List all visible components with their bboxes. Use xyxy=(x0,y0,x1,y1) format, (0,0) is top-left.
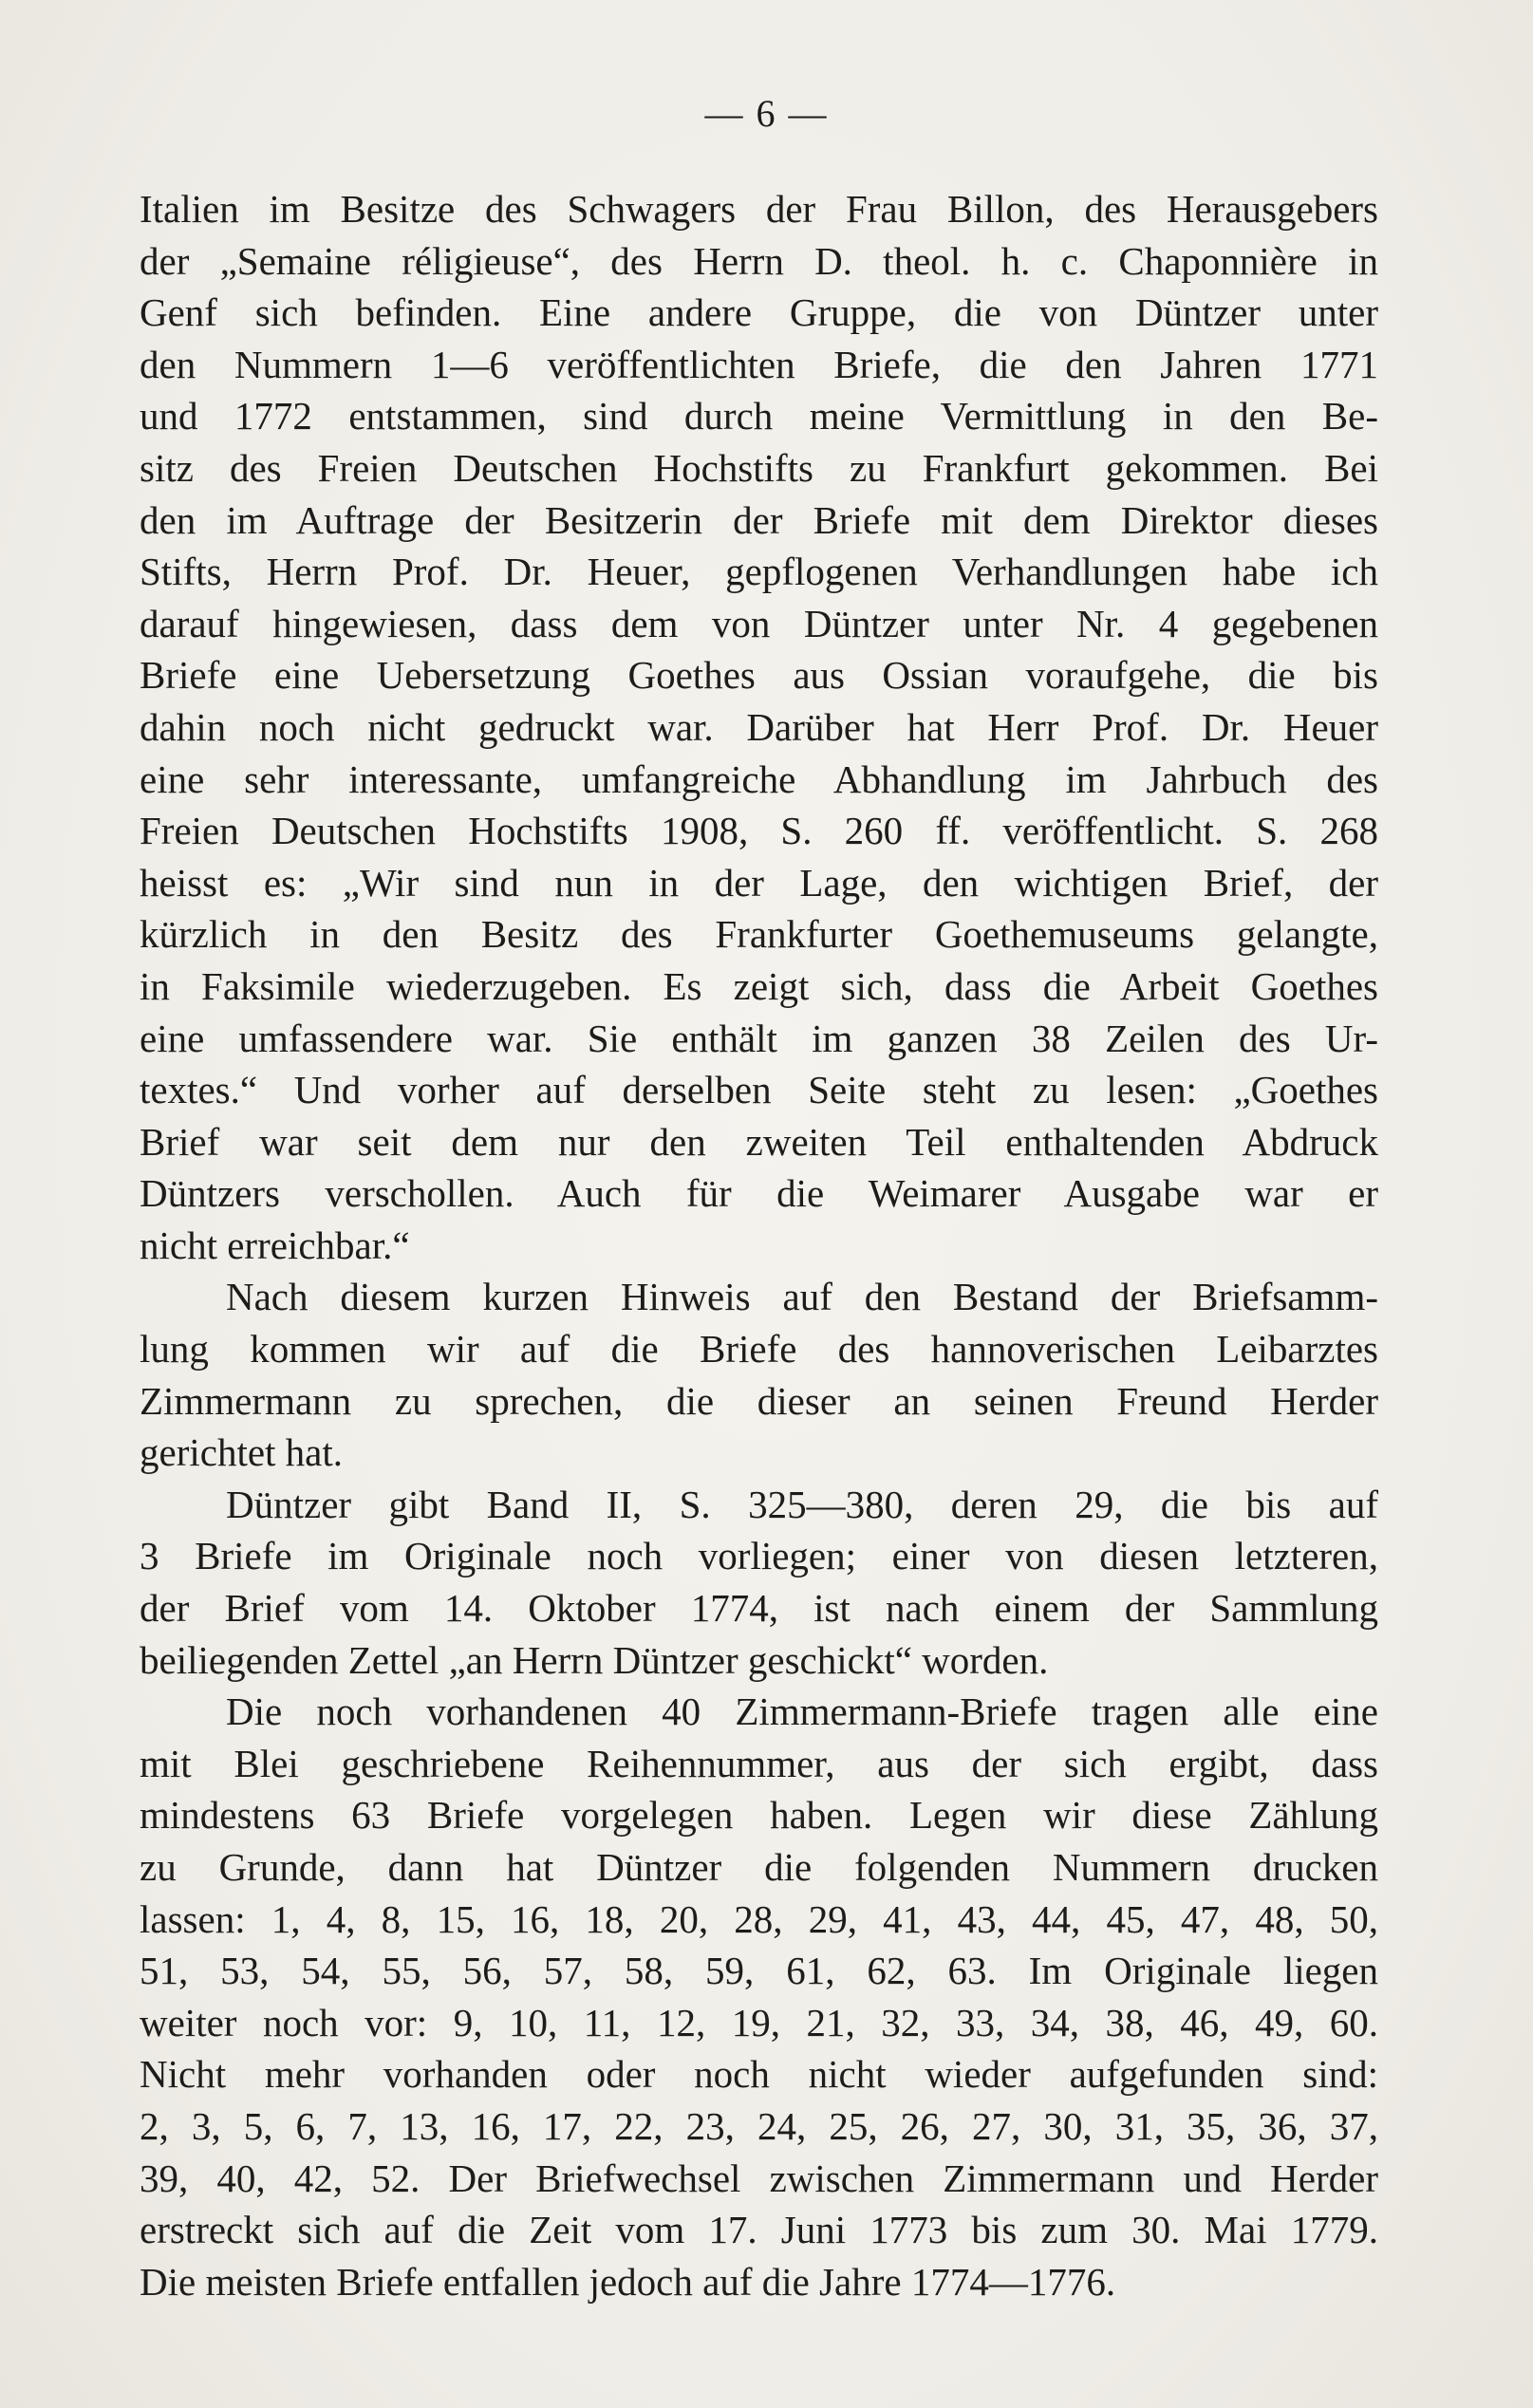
paragraph xyxy=(140,1271,1378,1478)
text-line: heisst es: „Wir sind nun in der Lage, den wichtigen Brief, der xyxy=(140,860,1378,905)
text-line: Düntzer gibt Band II, S. 325—380, deren 29, die bis auf xyxy=(226,1482,1378,1526)
paragraph xyxy=(140,1686,1378,2307)
text-line: eine umfassendere war. Sie enthält im ganzen 38 Zeilen des Ur- xyxy=(140,1016,1378,1060)
text-line: eine sehr interessante, umfangreiche Abhandlung im Jahrbuch des xyxy=(140,756,1378,801)
text-line: textes.“ Und vorher auf derselben Seite steht zu lesen: „Goethes xyxy=(140,1068,1378,1112)
text-line: kürzlich in den Besitz des Frankfurter Goethemuseums gelangte, xyxy=(140,912,1378,957)
text-line: Brief war seit dem nur den zweiten Teil enthaltenden Abdruck xyxy=(140,1119,1378,1164)
text-line: Genf sich befinden. Eine andere Gruppe, die von Düntzer unter xyxy=(140,290,1378,335)
text-line: nicht erreichbar.“ xyxy=(140,1223,410,1267)
text-line: Düntzers verschollen. Auch für die Weimarer Ausgabe war er xyxy=(140,1171,1378,1216)
text-line: Nicht mehr vorhanden oder noch nicht wieder aufgefunden sind: xyxy=(140,2052,1378,2097)
text-line: Italien im Besitze des Schwagers der Frau Billon, des Herausgebers xyxy=(140,187,1378,231)
text-line: erstreckt sich auf die Zeit vom 17. Juni 1773 bis zum 30. Mai 1779. xyxy=(140,2208,1378,2252)
text-line: den im Auftrage der Besitzerin der Briefe mit dem Direktor dieses xyxy=(140,497,1378,542)
text-line: Die meisten Briefe entfallen jedoch auf die Jahre 1774—1776. xyxy=(140,2259,1116,2304)
text-line: Freien Deutschen Hochstifts 1908, S. 260 ff. veröffentlicht. S. 268 xyxy=(140,809,1378,853)
text-line: zu Grunde, dann hat Düntzer die folgenden Nummern drucken xyxy=(140,1845,1378,1889)
paragraph xyxy=(140,183,1378,1271)
text-line: weiter noch vor: 9, 10, 11, 12, 19, 21, 32, 33, 34, 38, 46, 49, 60. xyxy=(140,2000,1378,2044)
body-text xyxy=(140,183,1378,2307)
text-line: lung kommen wir auf die Briefe des hannoverischen Leibarztes xyxy=(140,1327,1378,1372)
text-line: darauf hingewiesen, dass dem von Düntzer unter Nr. 4 gegebenen xyxy=(140,601,1378,645)
text-line: lassen: 1, 4, 8, 15, 16, 18, 20, 28, 29, 41, 43, 44, 45, 47, 48, 50, xyxy=(140,1896,1378,1941)
text-line: 51, 53, 54, 55, 56, 57, 58, 59, 61, 62, 63. Im Originale liegen xyxy=(140,1949,1378,1993)
text-line: beiliegenden Zettel „an Herrn Düntzer geschickt“ worden. xyxy=(140,1637,1049,1682)
text-line: 2, 3, 5, 6, 7, 13, 16, 17, 22, 23, 24, 25, 26, 27, 30, 31, 35, 36, 37, xyxy=(140,2103,1378,2148)
text-line: den Nummern 1—6 veröffentlichten Briefe, die den Jahren 1771 xyxy=(140,342,1378,386)
text-line: 39, 40, 42, 52. Der Briefwechsel zwischen Zimmermann und Herder xyxy=(140,2156,1378,2200)
paragraph xyxy=(140,1479,1378,1686)
text-line: mindestens 63 Briefe vorgelegen haben. Legen wir diese Zählung xyxy=(140,1793,1378,1838)
text-line: Zimmermann zu sprechen, die dieser an seinen Freund Herder xyxy=(140,1378,1378,1423)
text-line: der „Semaine réligieuse“, des Herrn D. theol. h. c. Chaponnière in xyxy=(140,238,1378,283)
text-line: Die noch vorhandenen 40 Zimmermann-Briefe tragen alle eine xyxy=(226,1689,1378,1734)
text-line: Stifts, Herrn Prof. Dr. Heuer, gepflogenen Verhandlungen habe ich xyxy=(140,550,1378,594)
text-line: in Faksimile wiederzugeben. Es zeigt sich, dass die Arbeit Goethes xyxy=(140,963,1378,1008)
text-line: mit Blei geschriebene Reihennummer, aus der sich ergibt, dass xyxy=(140,1741,1378,1785)
text-line: der Brief vom 14. Oktober 1774, ist nach einem der Sammlung xyxy=(140,1586,1378,1631)
text-line: Briefe eine Uebersetzung Goethes aus Ossian voraufgehe, die bis xyxy=(140,653,1378,698)
text-line: dahin noch nicht gedruckt war. Darüber hat Herr Prof. Dr. Heuer xyxy=(140,704,1378,749)
text-line: gerichtet hat. xyxy=(140,1430,344,1475)
page-number: — 6 — xyxy=(704,92,829,135)
text-line: Nach diesem kurzen Hinweis auf den Bestand der Briefsamm- xyxy=(226,1275,1378,1319)
text-line: 3 Briefe im Originale noch vorliegen; einer von diesen letzteren, xyxy=(140,1534,1378,1578)
text-line: und 1772 entstammen, sind durch meine Vermittlung in den Be- xyxy=(140,394,1378,439)
text-line: sitz des Freien Deutschen Hochstifts zu Frankfurt gekommen. Bei xyxy=(140,445,1378,490)
